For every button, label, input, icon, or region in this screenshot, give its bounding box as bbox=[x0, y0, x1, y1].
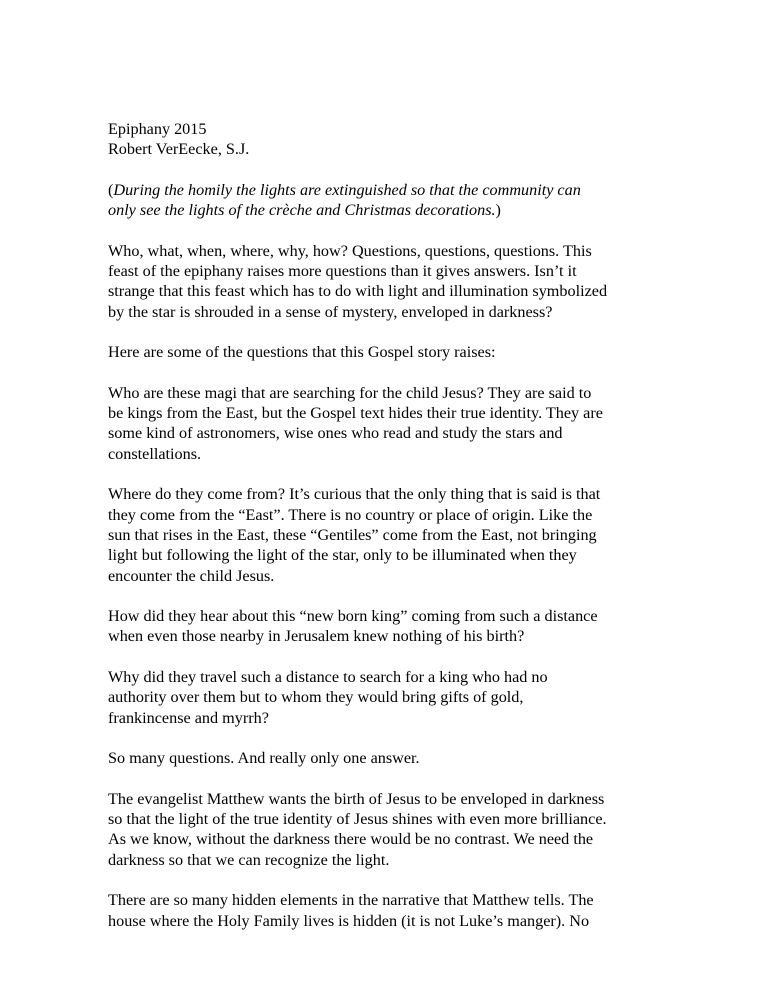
paragraph-7: So many questions. And really only one answer. bbox=[108, 749, 420, 768]
paragraph-2: Here are some of the questions that this Gospel story raises: bbox=[108, 343, 496, 362]
italic-note bbox=[108, 180, 668, 221]
paragraph-1: Who, what, when, where, why, how? Questions, questions, questions. This feast of the epiphany raises more questions than it gives answers. Isn’t it strange that this feast which has to do with light and illumination symbolized by the star is shrouded in a sense of mystery, enveloped in darkness? bbox=[108, 241, 608, 321]
note-close-paren: ) bbox=[495, 201, 501, 220]
note-text: During the homily the lights are extinguished so that the community can only see the lights of the crèche and Christmas decorations. bbox=[108, 180, 581, 220]
document-header bbox=[108, 119, 668, 160]
paragraph-3: Who are these magi that are searching for the child Jesus? They are said to be kings from the East, but the Gospel text hides their true identity. They are some kind of astronomers, wise ones who read and study the stars and constellations. bbox=[108, 383, 603, 463]
document-body bbox=[108, 119, 668, 951]
paragraph-8: The evangelist Matthew wants the birth of Jesus to be enveloped in darkness so that the light of the true identity of Jesus shines with even more brilliance. As we know, without the darkness there would be no contrast. We need the darkness so that we can recognize the light. bbox=[108, 789, 607, 869]
paragraph-5: How did they hear about this “new born king” coming from such a distance when even those nearby in Jerusalem knew nothing of his birth? bbox=[108, 607, 598, 646]
document-author: Robert VerEecke, S.J. bbox=[108, 140, 250, 159]
paragraph-6: Why did they travel such a distance to search for a king who had no authority over them but to whom they would bring gifts of gold, frankincense and myrrh? bbox=[108, 668, 548, 727]
note-open-paren: ( bbox=[108, 180, 114, 199]
document-title: Epiphany 2015 bbox=[108, 120, 207, 138]
paragraph-9: There are so many hidden elements in the narrative that Matthew tells. The house where the Holy Family lives is hidden (it is not Luke’s manger). No bbox=[108, 891, 594, 930]
paragraph-4: Where do they come from? It’s curious that the only thing that is said is that they come from the “East”. There is no country or place of origin. Like the sun that rises in the East, these “Gentiles” come from the East, not bringing light but following the light of the star, only to be illuminated when they encounter the child Jesus. bbox=[108, 485, 601, 585]
